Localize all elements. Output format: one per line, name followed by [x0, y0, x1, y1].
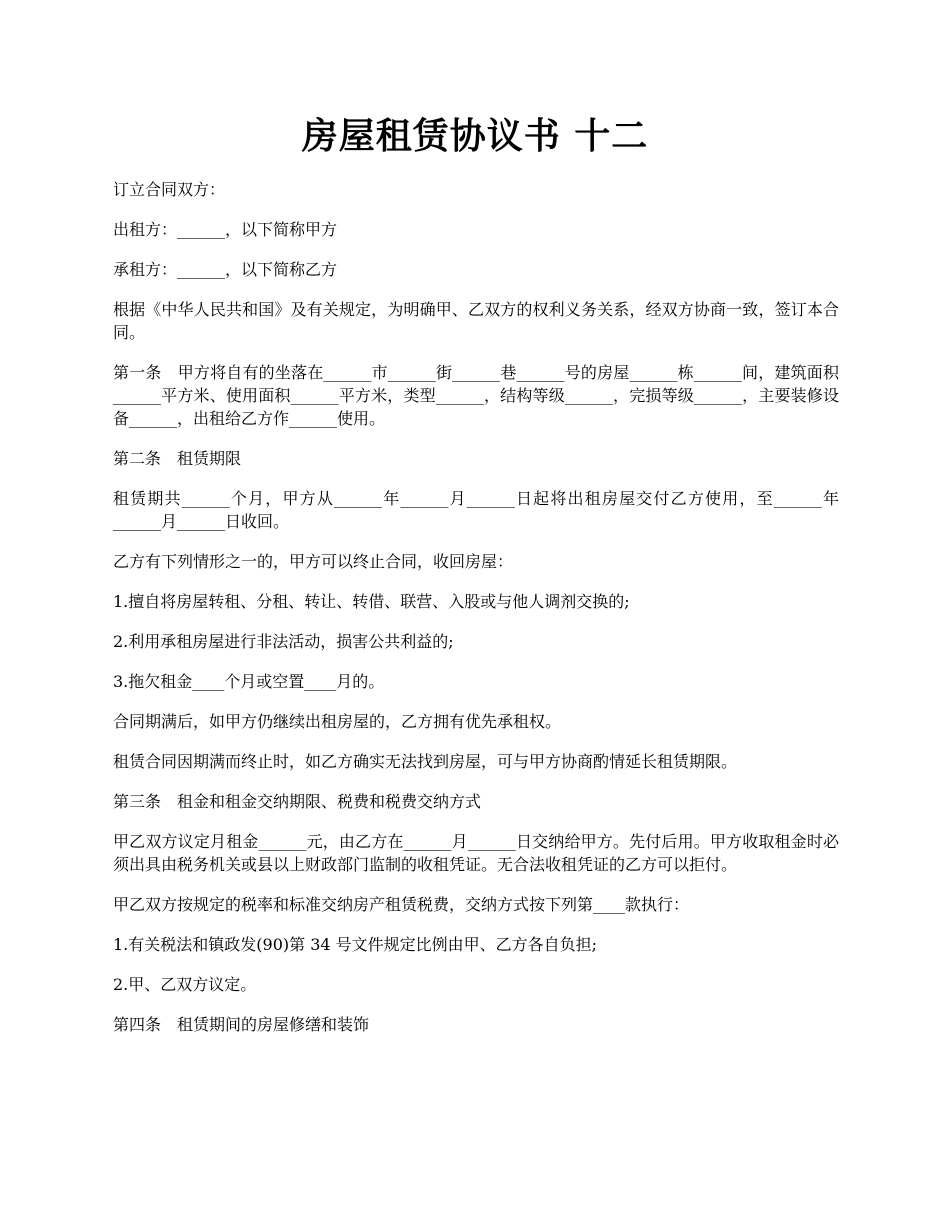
- paragraph-lessee: 承租方：______，以下简称乙方: [113, 260, 338, 279]
- list-item-tax-1: 1.有关税法和镇政发(90)第 34 号文件规定比例由甲、乙方各自负担;: [113, 935, 598, 954]
- heading-article-4: 第四条 租赁期间的房屋修缮和装饰: [113, 1015, 370, 1034]
- paragraph-termination-intro: 乙方有下列情形之一的，甲方可以终止合同，收回房屋：: [113, 552, 514, 571]
- paragraph-lessor: 出租方：______，以下简称甲方: [113, 220, 338, 239]
- paragraph-article-1: 第一条 甲方将自有的坐落在______市______街______巷______号的房屋______栋______间，建筑面积______平方米、使用面积______平方米，类型______，结构等级______，完损等级______，主要装修设备______，出租给乙方作______使用。: [113, 363, 839, 428]
- heading-article-2: 第二条 租赁期限: [113, 449, 242, 468]
- paragraph-lease-term: 租赁期共______个月，甲方从______年______月______日起将出租房屋交付乙方使用，至______年______月______日收回。: [113, 489, 839, 531]
- heading-article-3: 第三条 租金和租金交纳期限、税费和税费交纳方式: [113, 792, 482, 811]
- paragraph-extension: 租赁合同因期满而终止时，如乙方确实无法找到房屋，可与甲方协商酌情延长租赁期限。: [113, 752, 738, 771]
- paragraph-priority-right: 合同期满后，如甲方仍继续出租房屋的，乙方拥有优先承租权。: [113, 712, 562, 731]
- list-item-tax-2: 2.甲、乙双方议定。: [113, 975, 257, 994]
- list-item-termination-2: 2.利用承租房屋进行非法活动，损害公共利益的;: [113, 632, 454, 651]
- paragraph-tax-method: 甲乙双方按规定的税率和标准交纳房产租赁税费，交纳方式按下列第____款执行：: [113, 895, 690, 914]
- list-item-termination-3: 3.拖欠租金____个月或空置____月的。: [113, 672, 385, 691]
- list-item-termination-1: 1.擅自将房屋转租、分租、转让、转借、联营、入股或与他人调剂交换的;: [113, 592, 630, 611]
- paragraph-preamble: 根据《中华人民共和国》及有关规定，为明确甲、乙双方的权利义务关系，经双方协商一致，签订本合同。: [113, 300, 839, 342]
- document-body: [113, 178, 839, 1053]
- document-title: 房屋租赁协议书 十二: [301, 115, 649, 157]
- paragraph-rent: 甲乙双方议定月租金______元，由乙方在______月______日交纳给甲方。先付后用。甲方收取租金时必须出具由税务机关或县以上财政部门监制的收租凭证。无合法收租凭证的乙方可以拒付。: [113, 832, 839, 874]
- paragraph-parties-intro: 订立合同双方：: [113, 180, 226, 199]
